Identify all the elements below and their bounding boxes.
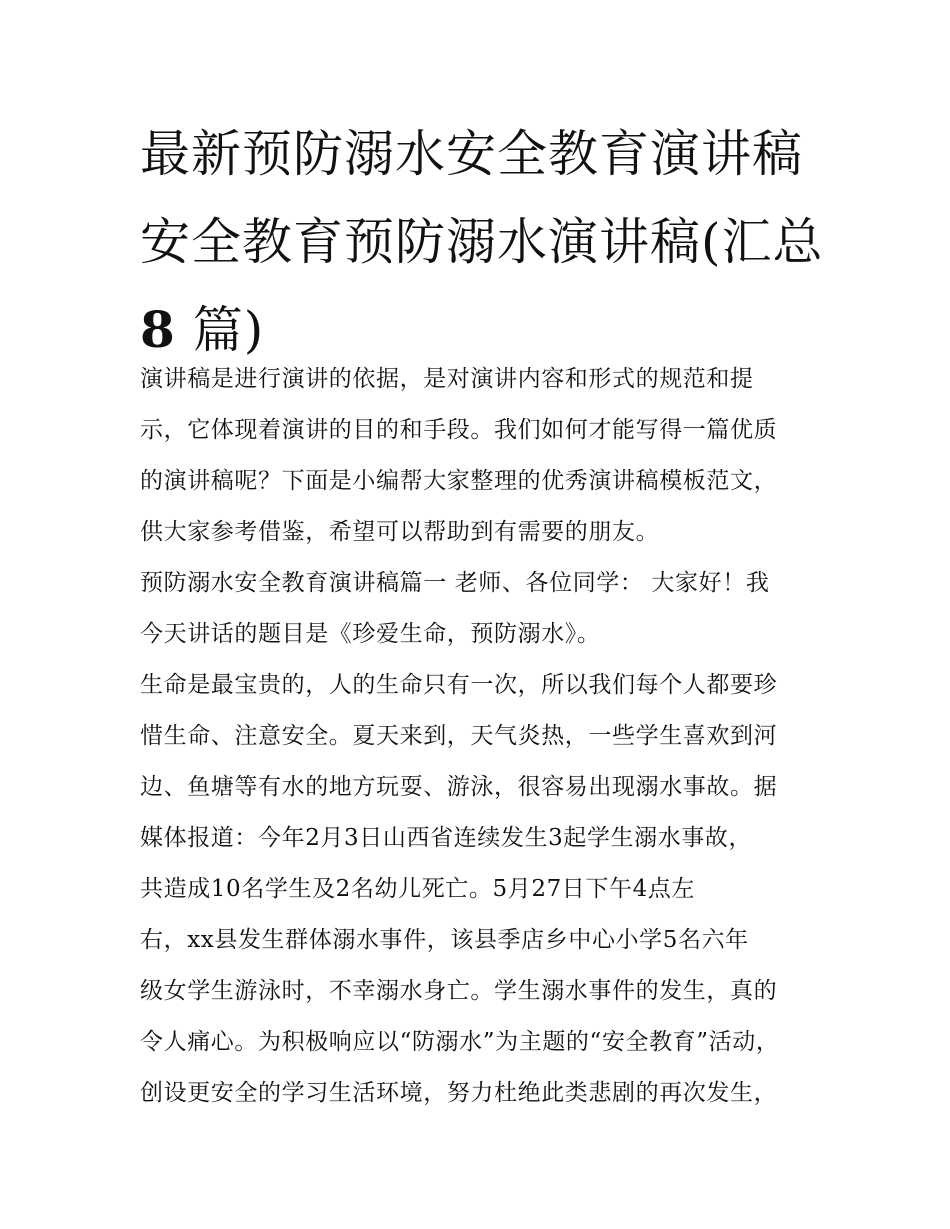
title-count: 8 <box>140 300 176 359</box>
body-line: 预防溺水安全教育演讲稿篇一 老师、各位同学： 大家好！我 <box>140 570 770 596</box>
body-line: 的演讲稿呢？下面是小编帮大家整理的优秀演讲稿模板范文， <box>140 468 778 494</box>
body-line: 右，xx县发生群体溺水事件，该县季店乡中心小学5名六年 <box>140 927 749 953</box>
body-line: 供大家参考借鉴，希望可以帮助到有需要的朋友。 <box>140 519 660 545</box>
body-line: 边、鱼塘等有水的地方玩耍、游泳，很容易出现溺水事故。据 <box>140 774 778 800</box>
body-line: 演讲稿是进行演讲的依据，是对演讲内容和形式的规范和提 <box>140 366 754 392</box>
title-line-1: 最新预防溺水安全教育演讲稿 <box>140 125 803 183</box>
body-line: 生命是最宝贵的，人的生命只有一次，所以我们每个人都要珍 <box>140 672 778 698</box>
body-line: 创设更安全的学习生活环境，努力杜绝此类悲剧的再次发生， <box>140 1080 778 1106</box>
body-line: 令人痛心。为积极响应以“防溺水”为主题的“安全教育”活动， <box>140 1029 780 1055</box>
document-body <box>140 354 830 1119</box>
body-line: 示，它体现着演讲的目的和手段。我们如何才能写得一篇优质 <box>140 417 778 443</box>
body-line: 共造成10名学生及2名幼儿死亡。5月27日下午4点左 <box>140 876 696 902</box>
title-line-2: 安全教育预防溺水演讲稿(汇总 <box>140 213 824 271</box>
title-line-3-text: 篇) <box>192 301 265 359</box>
body-line: 今天讲话的题目是《珍爱生命，预防溺水》。 <box>140 621 601 647</box>
body-line: 惜生命、注意安全。夏天来到，天气炎热，一些学生喜欢到河 <box>140 723 778 749</box>
document-title <box>140 110 830 374</box>
body-line: 级女学生游泳时，不幸溺水身亡。学生溺水事件的发生，真的 <box>140 978 778 1004</box>
body-line: 媒体报道：今年2月3日山西省连续发生3起学生溺水事故， <box>140 825 753 851</box>
